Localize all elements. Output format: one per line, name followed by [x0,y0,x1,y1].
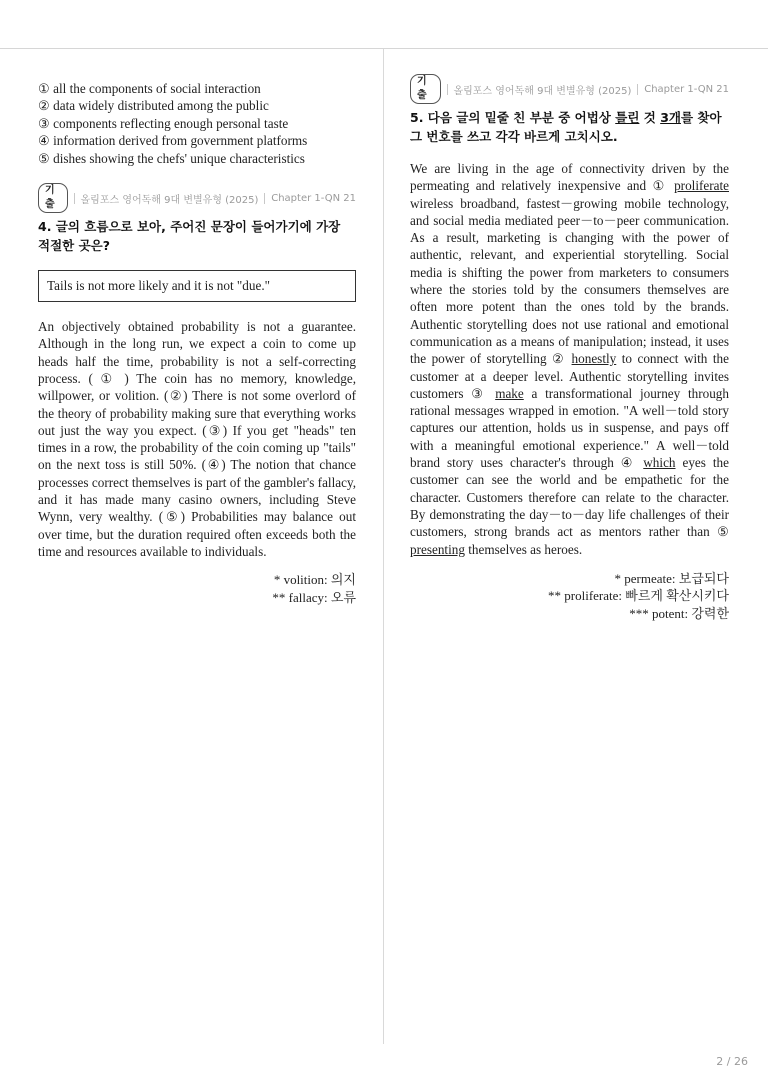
question-source-tag [410,76,729,101]
footnote: ** fallacy: 오류 [272,589,356,605]
passage-text: a transformational journey through rational messages wrapped in emotion. "A well－told story captures our attention, holds us in suspense, and pays off with a meaningful emotional experience." A well－told brand story uses character's through ④ [410,385,729,471]
passage [410,160,729,558]
given-sentence-box: Tails is not more likely and it is not "due." [38,270,356,302]
underlined-word: 3개 [660,110,681,125]
footnotes [38,571,356,606]
question-text: 를 찾아 그 번호를 쓰고 각각 바르게 고치시오. [410,110,722,144]
footnotes [410,570,729,623]
question-title [410,108,729,146]
column-divider [383,49,384,1044]
passage-text: to connect with the customer at a deeper level. Authentic storytelling invites customers ③ [410,351,729,401]
option-5: ⑤ dishes showing the chefs' unique characteristics [38,150,305,166]
option-2: ② data widely distributed among the public [38,98,269,114]
option-4: ④ information derived from government platforms [38,133,308,149]
source-label: 올림포스 영어독해 9대 변별유형 (2025) [453,85,632,97]
page-number: 2 / 26 [716,1055,748,1068]
footnote: * volition: 의지 [273,572,356,588]
passage-text: wireless broadband, fastest－growing mobile technology, and social media mediated peer－to－peer communication. As a result, marketing is changing with the power of authentic, relevant, and experiential storytelling. Social media is shifting the power from marketers to consumers where the stories told by the consumers themselves are often more potent than the ones told by the brands. Authentic storytelling does not use rational and emotional communication as a means of manipulation; instead, it uses the power of storytelling ② [410,195,729,367]
passage-text: eyes the customer can see the world and be empathetic for the character. Customers therefore can relate to the character. By demonstrating the day－to－day life challenges of their customers, strong brands act as mentors rather than ⑤ [410,455,729,540]
chapter-label: Chapter 1-QN 21 [644,83,729,95]
tag-separator [74,193,75,204]
source-label: 올림포스 영어독해 9대 변별유형 (2025) [80,194,259,206]
underlined-word: honestly [571,351,617,367]
right-column [410,76,729,622]
passage-text: We are living in the age of connectivity driven by the permeating and relatively inexpensive and ① [410,161,729,194]
left-column [38,80,356,606]
passage-text: themselves as heroes. [464,541,583,557]
underlined-word: which [643,455,676,471]
tag-separator [637,84,638,95]
footnote: * permeate: 보급되다 [614,570,729,586]
header-rule [0,48,768,49]
footnote: *** potent: 강력한 [629,605,729,621]
question-text: 5. 다음 글의 밑줄 친 부분 중 어법상 [410,110,616,125]
underlined-word: make [495,385,524,401]
exam-badge: 기출 [38,183,68,213]
passage: An objectively obtained probability is not a guarantee. Although in the long run, we expect a coin to come up heads half the time, probability is not a self-correcting process. ( ① ) The coin has no memory, knowledge, willpower, or volition. (②) There is not some overlord of the theory of probability making sure that everything works out just the way you expect. (③) If you get "heads" ten times in a row, the probability of the coin coming up "tails" on the next toss is still 50%. (④) The notion that chance processes correct themselves is part of the gambler's fallacy, and it has made many casino owners, including Steve Wynn, very wealthy. (⑤) Probabilities may balance out over time, but the duration required often exceeds both the time and resources available to individuals. [38,319,356,559]
underlined-word: presenting [410,541,465,557]
exam-badge: 기출 [410,74,441,104]
question-source-tag [38,185,356,211]
question-text: 것 [639,110,661,125]
tag-separator [264,193,265,204]
option-1: ① all the components of social interaction [38,81,261,96]
footnote: ** proliferate: 빠르게 확산시키다 [548,588,729,604]
underlined-word: 틀린 [615,110,640,125]
tag-separator [447,84,448,95]
question-title: 4. 글의 흐름으로 보아, 주어진 문장이 들어가기에 가장 적절한 곳은? [38,219,341,254]
chapter-label: Chapter 1-QN 21 [271,192,356,204]
underlined-word: proliferate [674,178,729,194]
answer-options [38,80,356,167]
option-3: ③ components reflecting enough personal taste [38,115,289,131]
